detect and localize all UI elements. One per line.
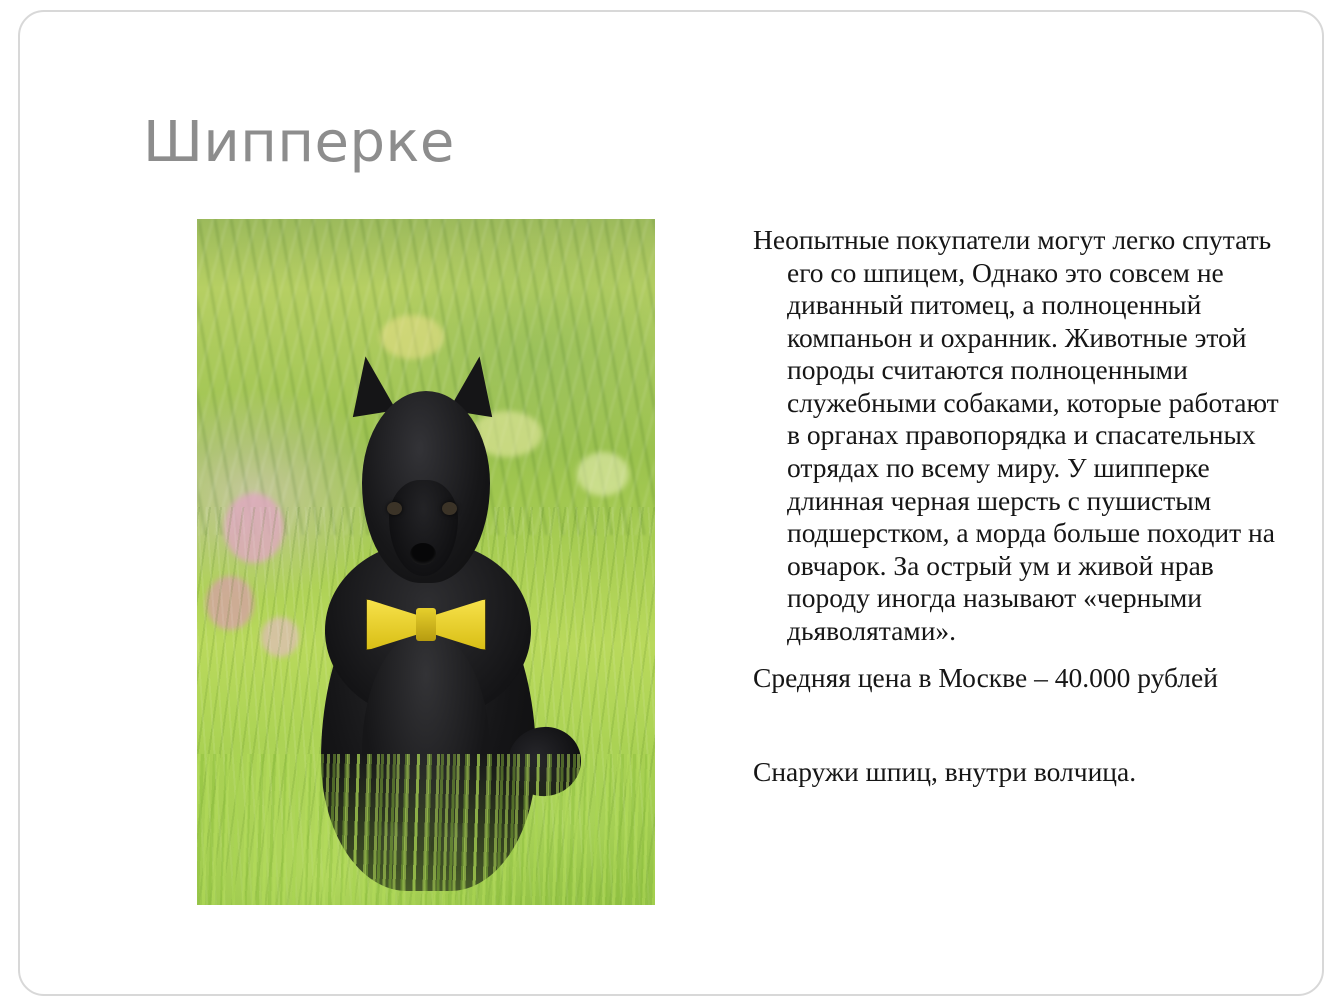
bow-wing-left — [366, 599, 418, 650]
paragraph-description: Неопытные покупатели могут легко спутать его со шпицем, Однако это совсем не диванный питомец, а полноценный компаньон и охранник. Животные этой породы считаются полноценными служебными собаками, которые работают в органах правопорядка и спасательных отрядах по всему миру. У шипперке длинная черная шерсть с пушистым подшерстком, а морда больше походит на овчарок. За острый ум и живой нрав породу иногда называют «черными дьяволятами». — [753, 224, 1279, 646]
bow-knot — [416, 608, 435, 641]
dog-nose — [410, 543, 435, 565]
bow-tie-icon — [366, 599, 485, 650]
body-text-column — [753, 224, 1283, 793]
bow-wing-right — [433, 599, 485, 650]
paragraph-tagline: Снаружи шпиц, внутри волчица. — [753, 756, 1137, 788]
dog-eye-left — [387, 502, 402, 515]
dog-eye-right — [442, 502, 457, 515]
slide-canvas — [18, 10, 1324, 996]
page-title: Шипперке — [143, 110, 455, 175]
foreground-grass — [197, 754, 655, 905]
photo-background — [197, 219, 655, 905]
dog-photo — [197, 219, 655, 905]
paragraph-price: Средняя цена в Москве – 40.000 рублей — [753, 661, 1218, 693]
